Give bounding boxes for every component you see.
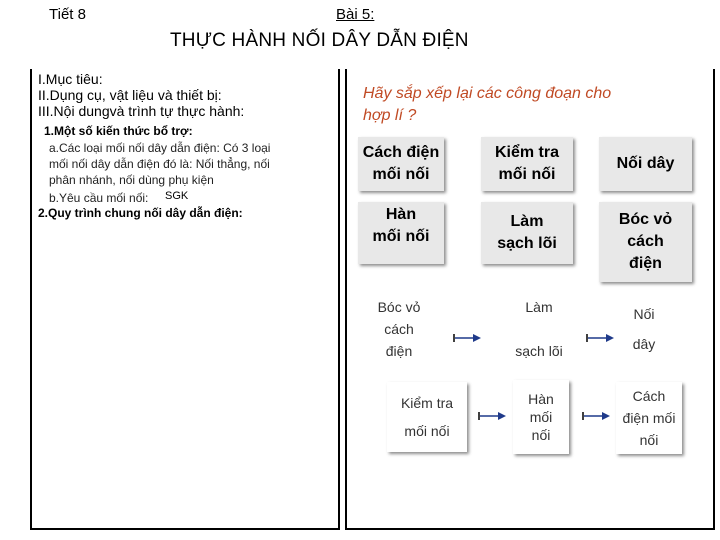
card-line: mối nối bbox=[372, 228, 430, 245]
answer-line: Làm bbox=[525, 299, 553, 315]
step-card[interactable] bbox=[481, 137, 573, 191]
card-line: Cách điện bbox=[362, 144, 440, 161]
arrow-right-icon bbox=[478, 410, 508, 422]
sub1-a-line2: mối nối dây dẫn điện đó là: Nối thẳng, nối bbox=[49, 157, 270, 171]
prompt-line2: hợp lí ? bbox=[363, 107, 417, 124]
answer-line: nối bbox=[639, 432, 659, 448]
answer-step bbox=[614, 296, 674, 362]
answer-line: điện bbox=[385, 343, 413, 359]
step-card[interactable] bbox=[599, 137, 692, 191]
card-line: Làm bbox=[510, 213, 544, 230]
card-line: Bóc vỏ bbox=[618, 211, 673, 228]
answer-line: mối nối bbox=[404, 423, 450, 439]
sub1-b: b.Yêu cầu mối nối: bbox=[49, 191, 149, 205]
card-line: mối nối bbox=[372, 166, 430, 183]
answer-line: Nối bbox=[633, 306, 655, 322]
sub1-a-line3: phân nhánh, nối dùng phụ kiện bbox=[49, 173, 214, 187]
arrow-right-icon bbox=[582, 410, 612, 422]
arrow-right-icon bbox=[453, 332, 483, 344]
page-title: THỰC HÀNH NỐI DÂY DẪN ĐIỆN bbox=[170, 30, 469, 51]
sub1-a-line1: a.Các loại mối nối dây dẫn điện: Có 3 loại bbox=[49, 141, 271, 155]
answer-step bbox=[513, 380, 569, 454]
card-line: điện bbox=[629, 255, 662, 272]
answer-line: sạch lõi bbox=[515, 343, 563, 359]
step-card[interactable] bbox=[358, 202, 444, 264]
answer-line: điện mối bbox=[622, 410, 676, 426]
answer-step bbox=[498, 294, 580, 364]
card-line: sạch lõi bbox=[497, 235, 557, 252]
answer-step bbox=[366, 296, 432, 362]
answer-line: cách bbox=[384, 321, 414, 337]
sub1-title: 1.Một số kiến thức bổ trợ: bbox=[44, 124, 193, 138]
answer-line: Hàn bbox=[528, 391, 554, 407]
section-objectives: I.Mục tiêu: bbox=[38, 71, 103, 87]
answer-step bbox=[616, 382, 682, 454]
card-line: Hàn bbox=[385, 206, 417, 223]
answer-line: mối bbox=[529, 409, 553, 425]
sub2-title: 2.Quy trình chung nối dây dẫn điện: bbox=[38, 206, 243, 220]
arrow-right-icon bbox=[586, 332, 616, 344]
card-line: mối nối bbox=[498, 166, 556, 183]
sgk-label: SGK bbox=[165, 190, 189, 202]
card-line: Nối dây bbox=[616, 155, 675, 172]
answer-line: nối bbox=[531, 427, 551, 443]
card-line: cách bbox=[627, 233, 664, 250]
lesson-number: Bài 5: bbox=[336, 6, 375, 23]
card-line: Kiểm tra bbox=[494, 144, 560, 161]
step-card[interactable] bbox=[599, 202, 692, 282]
answer-line: Cách bbox=[632, 388, 666, 404]
answer-line: Bóc vỏ bbox=[377, 299, 421, 315]
step-card[interactable] bbox=[481, 202, 573, 264]
answer-line: Kiểm tra bbox=[400, 395, 454, 411]
section-tools: II.Dụng cụ, vật liệu và thiết bị: bbox=[38, 87, 222, 103]
section-content: III.Nội dungvà trình tự thực hành: bbox=[38, 103, 245, 119]
prompt-line1: Hãy sắp xếp lại các công đoạn cho bbox=[363, 85, 612, 102]
step-card[interactable] bbox=[358, 137, 444, 191]
answer-line: dây bbox=[632, 336, 656, 352]
answer-step bbox=[387, 382, 467, 452]
prompt bbox=[363, 83, 663, 127]
lesson-label: Tiết 8 bbox=[49, 6, 86, 23]
